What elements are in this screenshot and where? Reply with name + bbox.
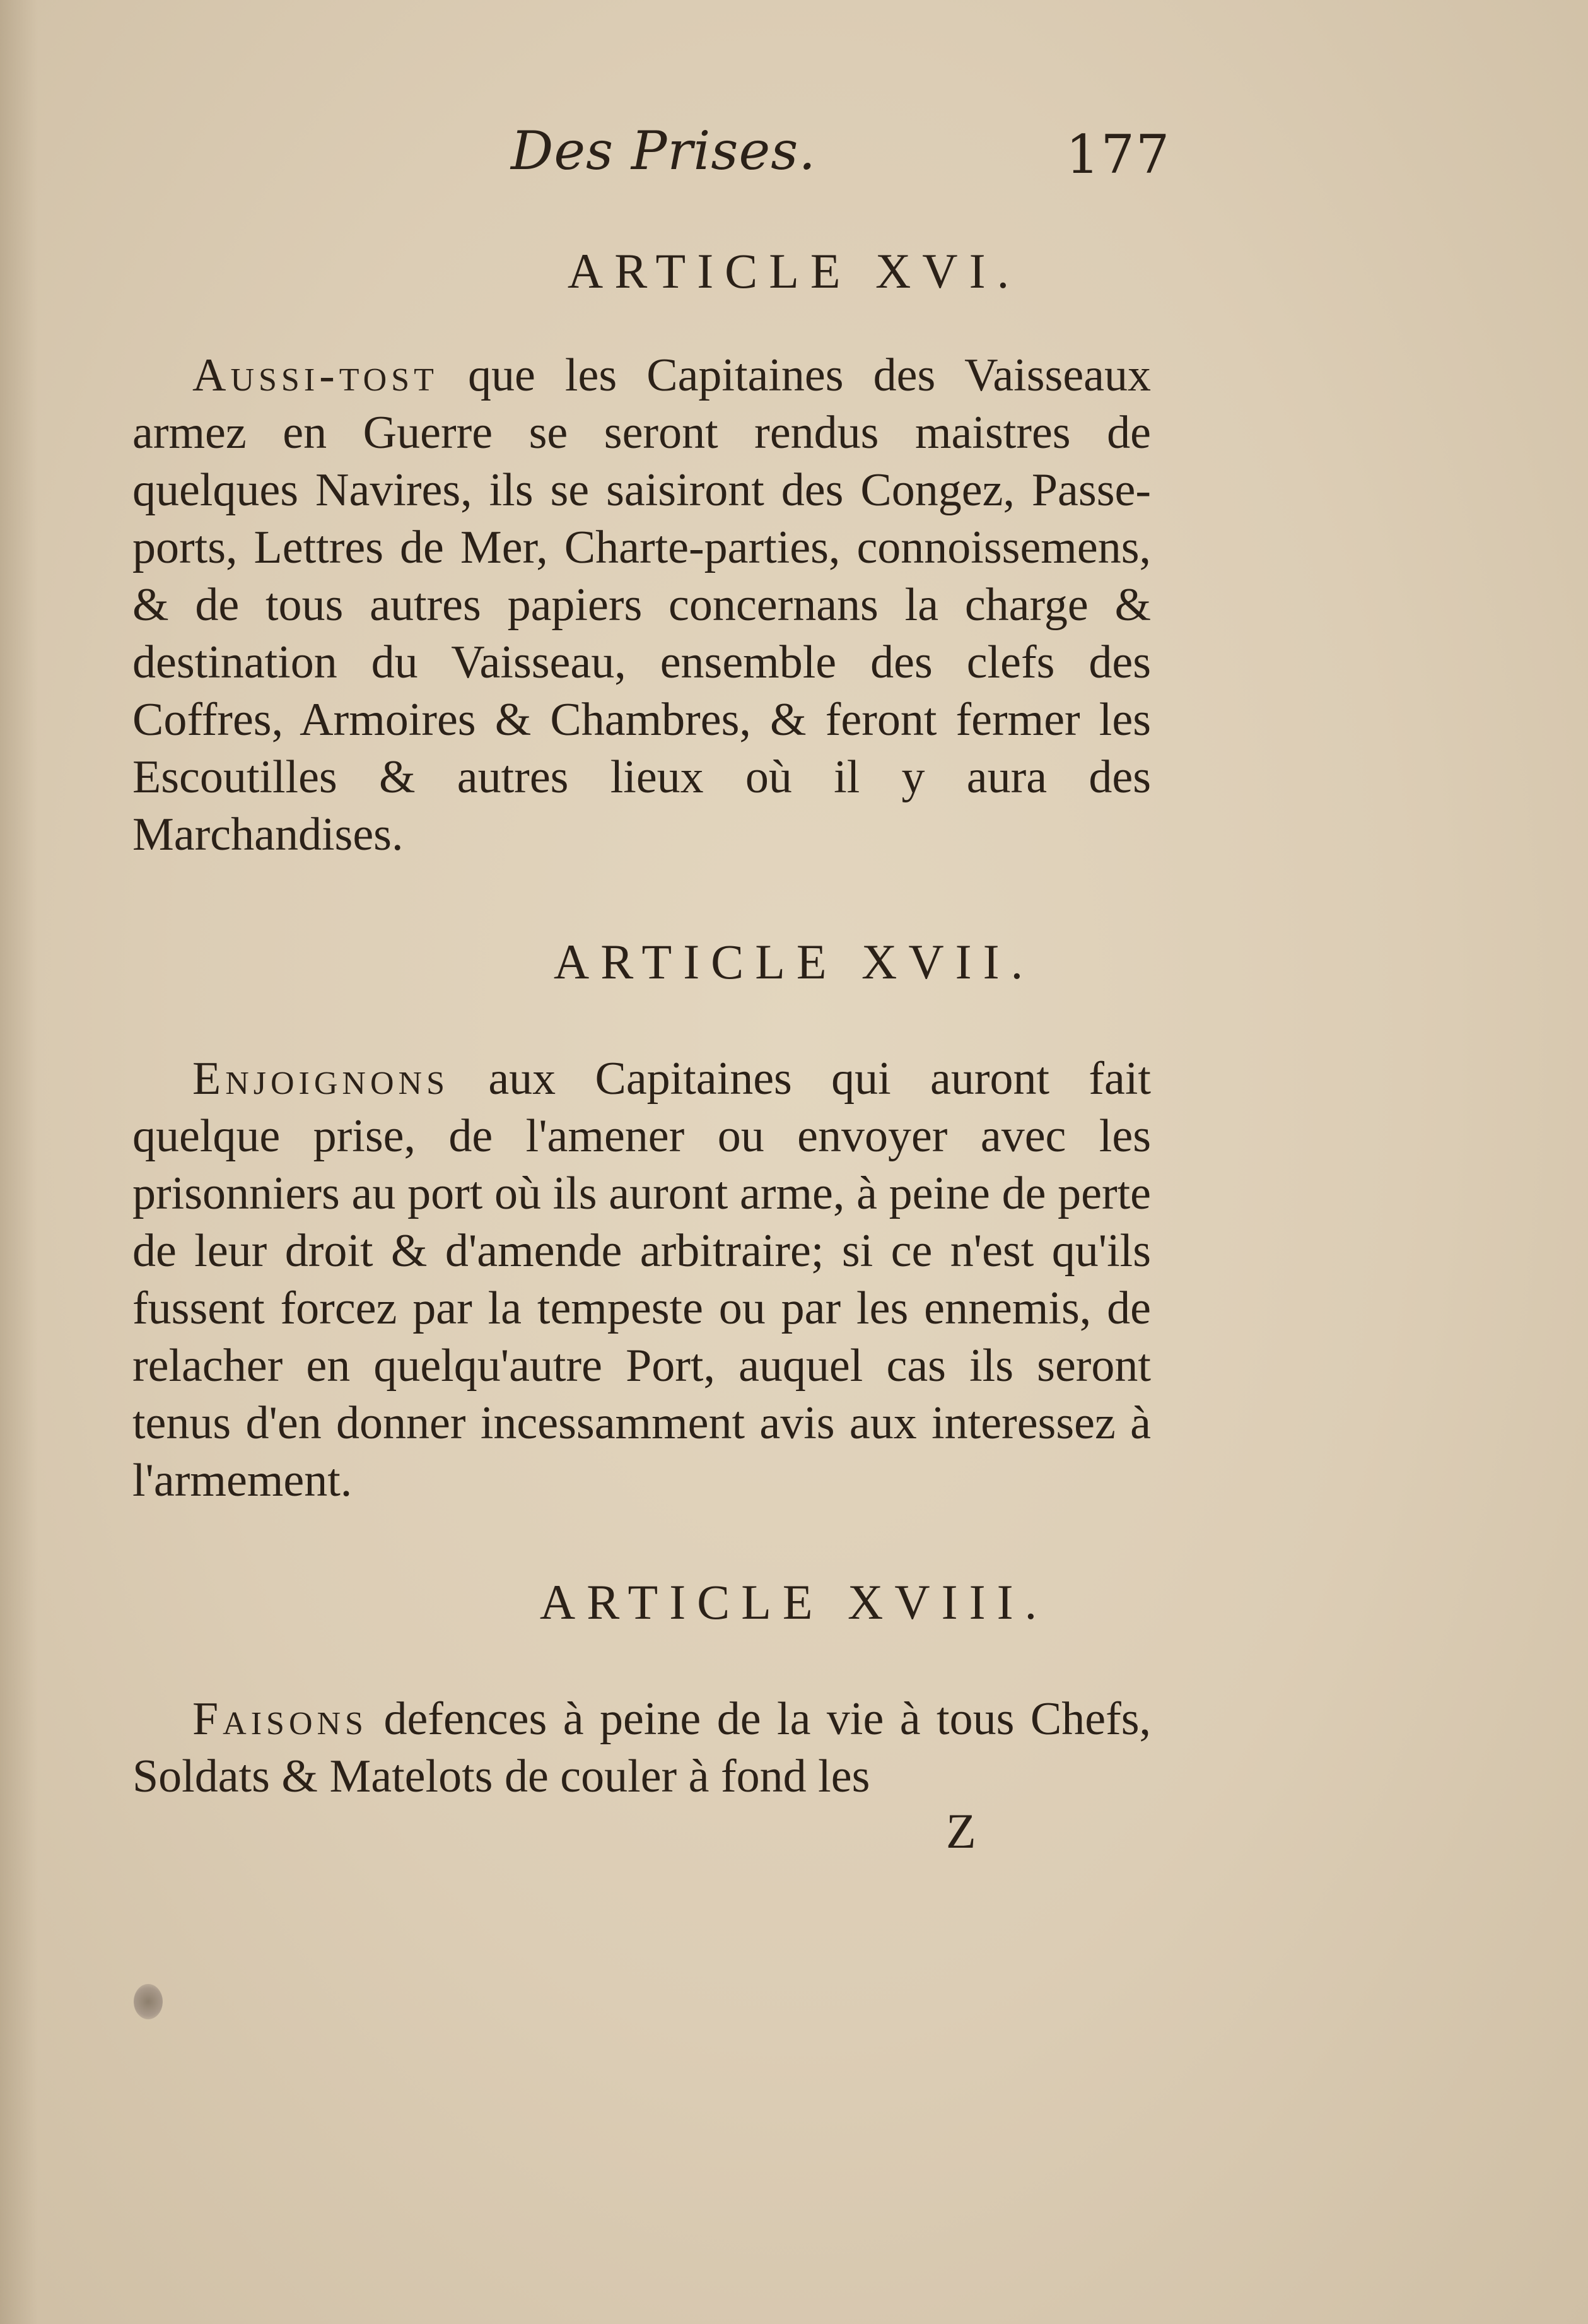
- article-xvi-text: [132, 347, 1151, 864]
- article-xviii-body: defences à peine de la vie à tous Chefs, Soldats & Matelots de couler à fond les: [132, 1693, 1152, 1802]
- article-heading-xvii: ARTICLE XVII.: [553, 934, 1035, 989]
- page-number: 177: [1066, 124, 1171, 185]
- signature-mark: Z: [946, 1804, 976, 1858]
- ink-stain: [134, 1984, 163, 2019]
- article-xvii-body: aux Capitaines qui auront fait quelque prise, de l'amener ou envoyer avec les prisonniers au port où ils auront arme, à peine de perte de leur droit & d'amende arbitraire; si ce n'est qu'ils fussent forcez par la tempeste ou par les ennemis, de relacher en quelqu'autre Port, auquel cas ils seront tenus d'en donner incessamment avis aux interessez à l'armement.: [132, 1053, 1151, 1506]
- article-heading-xvi: ARTICLE XVI.: [567, 244, 1021, 298]
- article-xvi-body: que les Capitaines des Vaisseaux armez en Guerre se seront rendus maistres de quelques Navires, ils se saisiront des Congez, Passe-ports, Lettres de Mer, Charte-parties, connoissemens, & de tous autres papiers concernans la charge & destination du Vaisseau, ensemble des clefs des Coffres, Armoires & Chambres, & feront fermer les Escoutilles & autres lieux où il y aura des Marchandises.: [132, 349, 1152, 860]
- article-xvii-lead-word: Enjoignons: [192, 1053, 449, 1105]
- running-title: Des Prises.: [511, 120, 817, 182]
- article-xvii-text: [132, 1050, 1151, 1510]
- article-xviii-text: [132, 1691, 1151, 1805]
- article-heading-xviii: ARTICLE XVIII.: [539, 1575, 1049, 1629]
- article-xviii-lead-word: Faisons: [192, 1693, 368, 1745]
- page-header: [0, 120, 1588, 196]
- article-xvi-lead-word: Aussi-tost: [192, 349, 438, 401]
- page-edge-shadow: [0, 0, 38, 2324]
